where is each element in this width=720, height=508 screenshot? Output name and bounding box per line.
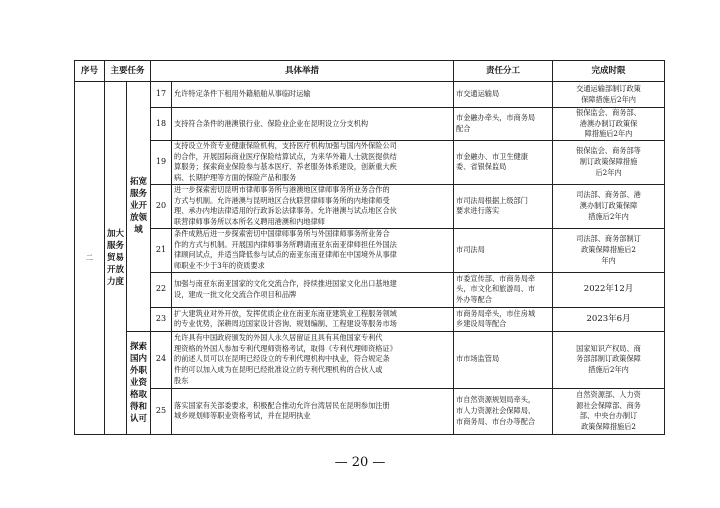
table-row bbox=[75, 108, 665, 141]
row-number: 24 bbox=[151, 331, 172, 388]
measure-line: 条件成熟后进一步探索密切中国律师事务所与外国律师事务所业务合 bbox=[174, 229, 390, 239]
measure-text: 支持符合条件的港澳银行业、保险业企业在昆明设立分支机构 bbox=[172, 108, 454, 141]
header-main-task: 主要任务 bbox=[105, 61, 151, 82]
deadline-line: 年内 bbox=[601, 255, 616, 265]
row-number: 20 bbox=[151, 184, 172, 228]
deadline-line: 港澳办制订政策保 bbox=[579, 118, 638, 128]
responsibility-cell bbox=[454, 307, 553, 331]
measure-line: 方式与机制。允许港澳与昆明地区合伙联营律师事务所的内地律师受 bbox=[174, 195, 390, 205]
measure-line: 设，建成一批文化交流合作项目和品牌 bbox=[174, 289, 297, 299]
responsibility-line: 市金融办、市卫生健康 bbox=[456, 151, 528, 161]
table-row bbox=[75, 307, 665, 331]
responsibility-line: 市自然资源规划局牵头， bbox=[456, 395, 536, 405]
deadline-line: 银保监会、商务部、 bbox=[576, 108, 641, 117]
header-deadline: 完成时限 bbox=[553, 61, 665, 82]
measure-line: 联营律师事务所以本所名义聘用港澳和内地律师 bbox=[174, 216, 325, 226]
deadline-cell bbox=[553, 140, 665, 184]
section-category bbox=[105, 82, 127, 435]
measure-line: 的前述人员可以在昆明已经设立的专利代理机构中执业，符合规定条 bbox=[174, 354, 390, 364]
deadline-cell bbox=[553, 331, 665, 388]
header-measure: 具体举措 bbox=[151, 61, 454, 82]
deadline-line: 国家知识产权局、商 bbox=[576, 343, 641, 353]
responsibility-text: 市市场监管局 bbox=[454, 331, 553, 388]
responsibility-line: 头，市文化和旅游局、市 bbox=[456, 284, 536, 294]
responsibility-line: 外办等配合 bbox=[456, 295, 492, 305]
deadline-line: 保障措施后2年内 bbox=[581, 94, 636, 104]
deadline-line: 政策保障措施后2 bbox=[581, 421, 636, 431]
header-row bbox=[75, 61, 665, 82]
deadline-line: 交通运输部制订政策 bbox=[576, 83, 641, 93]
measure-line: 理、承办内地法律适用的行政诉讼法律事务。允许港澳与试点地区合伙 bbox=[174, 206, 397, 216]
measure-line: 算服务；探索商业保险参与基本医疗、养老服务体系建设，创新重大疾 bbox=[174, 162, 397, 172]
table-row bbox=[75, 388, 665, 434]
deadline-cell bbox=[553, 228, 665, 272]
measure-cell bbox=[172, 331, 454, 388]
measure-line: 加强与南亚东南亚国家的文化交流合作，持续推进国家文化出口基地建 bbox=[174, 279, 397, 289]
responsibility-line: 委、省银保监局 bbox=[456, 162, 507, 172]
responsibility-line: 乡建设局等配合 bbox=[456, 319, 507, 329]
row-number: 17 bbox=[151, 82, 172, 108]
responsibility-line: 市商务局牵头，市住房城 bbox=[456, 308, 536, 318]
deadline-cell bbox=[553, 82, 665, 108]
section-number bbox=[75, 82, 105, 435]
responsibility-text: 市司法局 bbox=[454, 228, 553, 272]
deadline-line: 措施后2年内 bbox=[588, 211, 629, 221]
measure-cell bbox=[172, 272, 454, 307]
measure-cell bbox=[172, 140, 454, 184]
table-row bbox=[75, 184, 665, 228]
measure-line: 城乡规划师等职业资格考试，并在昆明执业 bbox=[174, 411, 311, 421]
deadline-line: 澳办制订政策保障 bbox=[579, 200, 638, 210]
row-number: 25 bbox=[151, 388, 172, 434]
responsibility-cell bbox=[454, 272, 553, 307]
table-row bbox=[75, 331, 665, 388]
measure-line: 允许具有中国政府颁发的外国人永久居留证且具有其他国家专利代 bbox=[174, 333, 383, 343]
section-category-text: 加大服务贸易开放力度 bbox=[106, 228, 124, 287]
deadline-line: 政策保障措施后2 bbox=[581, 244, 636, 254]
measure-cell bbox=[172, 228, 454, 272]
deadline-text: 2022年12月 bbox=[553, 272, 665, 307]
row-number: 19 bbox=[151, 140, 172, 184]
measure-line: 股东 bbox=[174, 375, 189, 385]
deadline-cell bbox=[553, 388, 665, 434]
measure-cell bbox=[172, 184, 454, 228]
deadline-line: 自然资源部、人力资 bbox=[576, 390, 641, 400]
deadline-line: 制订政策保障措施 bbox=[579, 156, 638, 166]
measure-line: 的专业优势，深耕周边国家设计咨询、规划编制、工程建设等服务市场 bbox=[174, 319, 397, 329]
measure-line: 师职业不少于3年的资质要求 bbox=[174, 260, 265, 270]
responsibility-cell bbox=[454, 140, 553, 184]
deadline-line: 务部部制订政策保障 bbox=[576, 354, 641, 364]
row-number: 22 bbox=[151, 272, 172, 307]
responsibility-line: 市司法局根据上级部门 bbox=[456, 195, 528, 205]
measure-text: 允许特定条件下租用外籍船舶从事临时运输 bbox=[172, 82, 454, 108]
deadline-text: 2023年6月 bbox=[553, 307, 665, 331]
page-number: — 20 — bbox=[334, 455, 386, 470]
group-name bbox=[127, 82, 151, 332]
measure-line: 进一步探索密切昆明市律师事务所与港澳地区律师事务所业务合作的 bbox=[174, 185, 390, 195]
responsibility-line: 市商务局、市台办等配合 bbox=[456, 416, 536, 426]
measure-line: 扩大建筑业对外开放，发挥优质企业在南亚东南亚建筑业工程服务领域 bbox=[174, 308, 397, 318]
table-row bbox=[75, 228, 665, 272]
measure-line: 件的可以加入成为在昆明已经批准设立的专利代理机构的合伙人或 bbox=[174, 365, 383, 375]
group-name-text: 拓宽服务业开放领域 bbox=[130, 177, 148, 236]
responsibility-line: 市人力资源社会保障局、 bbox=[456, 405, 536, 415]
responsibility-cell bbox=[454, 184, 553, 228]
measure-line: 落实国家有关部委要求，积极配合推动允许台湾居民在昆明参加注册 bbox=[174, 400, 390, 410]
table-row bbox=[75, 140, 665, 184]
measure-line: 病、长期护理等方面的保险产品和服务 bbox=[174, 172, 297, 182]
task-table bbox=[74, 60, 665, 435]
row-number: 23 bbox=[151, 307, 172, 331]
header-responsibility: 责任分工 bbox=[454, 61, 553, 82]
measure-line: 支持设立外资专业健康保险机构，支持医疗机构加强与国内外保险公司 bbox=[174, 141, 397, 151]
measure-line: 的合作，开展国际商业医疗保险结算试点，为来华外籍人士就医提供结 bbox=[174, 151, 397, 161]
deadline-cell bbox=[553, 108, 665, 141]
deadline-line: 措施后2年内 bbox=[588, 365, 629, 375]
table-row bbox=[75, 272, 665, 307]
measure-cell bbox=[172, 388, 454, 434]
responsibility-line: 市委宣传部、市商务局牵 bbox=[456, 273, 536, 283]
deadline-line: 部、中央台办制订 bbox=[579, 411, 638, 421]
header-number: 序号 bbox=[75, 61, 105, 82]
deadline-line: 司法部、商务部、港 bbox=[576, 190, 641, 200]
deadline-line: 司法部、商务部制订 bbox=[576, 234, 641, 244]
deadline-line: 源社会保障部、商务 bbox=[576, 400, 641, 410]
measure-line: 律顾问试点，并适当降低参与试点的南亚东南亚律师在中国境外从事律 bbox=[174, 250, 397, 260]
group-name-text: 探索国内外职业资格取得和认可 bbox=[130, 341, 148, 424]
deadline-line: 后2年内 bbox=[595, 167, 622, 177]
measure-line: 作的方式与机制。开展国内律师事务所聘请南亚东南亚律师担任外国法 bbox=[174, 239, 397, 249]
group-name bbox=[127, 331, 151, 434]
section-number-text: 二 bbox=[85, 252, 94, 262]
responsibility-line: 要求进行落实 bbox=[456, 206, 500, 216]
table-row bbox=[75, 82, 665, 108]
responsibility-text: 市交通运输局 bbox=[454, 82, 553, 108]
deadline-line: 障措施后2年内 bbox=[584, 129, 633, 139]
measure-line: 理资格的外国人参加专利代理师资格考试，取得《专利代理师资格证》 bbox=[174, 343, 397, 353]
row-number: 18 bbox=[151, 108, 172, 141]
responsibility-cell bbox=[454, 108, 553, 141]
measure-cell bbox=[172, 307, 454, 331]
responsibility-line: 配合 bbox=[456, 123, 471, 133]
deadline-line: 银保监会、商务部等 bbox=[576, 146, 641, 156]
responsibility-line: 市金融办牵头，市商务局 bbox=[456, 113, 536, 123]
deadline-cell bbox=[553, 184, 665, 228]
row-number: 21 bbox=[151, 228, 172, 272]
responsibility-cell bbox=[454, 388, 553, 434]
